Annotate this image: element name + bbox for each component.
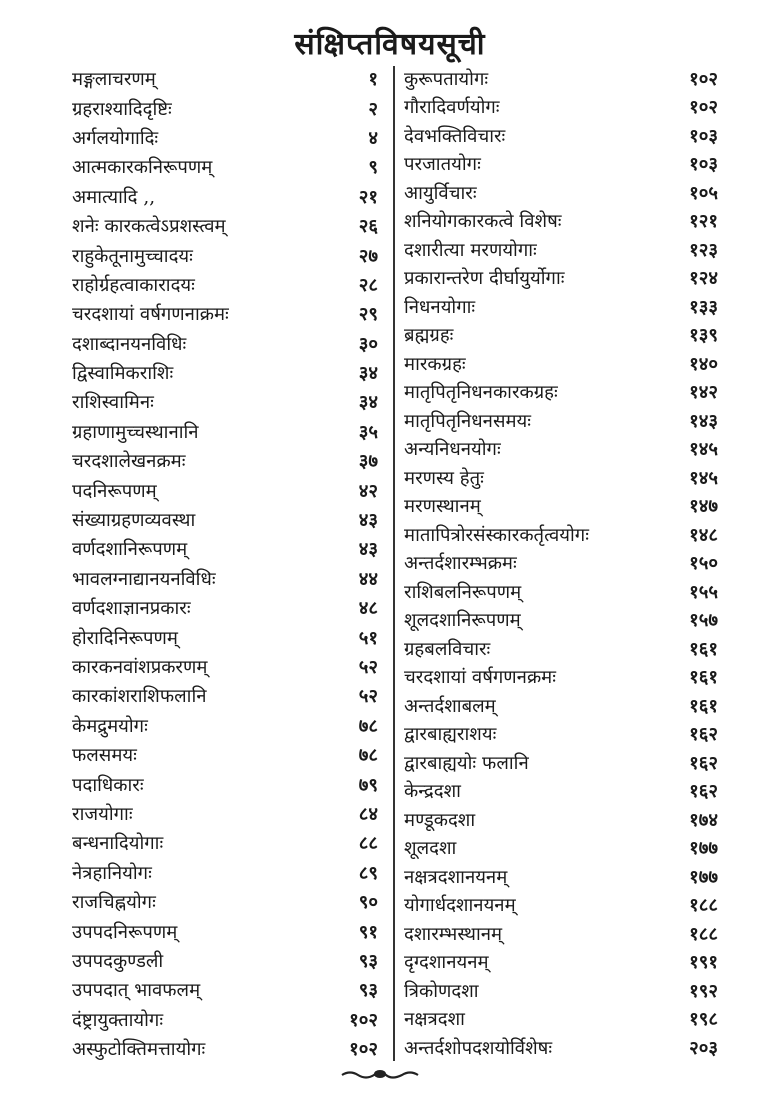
entry-topic: शनेः कारकत्वेऽप्रशस्त्वम् [72,216,226,238]
contents-entry [404,720,722,749]
entry-page-number: १५५ [689,581,718,603]
entry-page-number: ४२ [358,480,378,502]
entry-topic: दंष्ट्रायुक्तायोगः [72,1009,164,1031]
contents-entry [72,152,382,181]
entry-topic: मातृपितृनिधनसमयः [404,410,531,432]
entry-topic: राशिबलनिरूपणम् [404,581,522,603]
entry-page-number: ४ [368,127,378,149]
entry-topic: केन्द्रदशा [404,781,461,803]
entry-topic: मारकग्रहः [404,353,466,375]
entry-page-number: १४३ [689,410,718,432]
contents-entry [72,446,382,475]
entry-page-number: १८८ [689,923,718,945]
entry-topic: त्रिकोणदशा [404,980,479,1002]
entry-topic: वर्णदशाज्ञानप्रकारः [72,598,191,620]
contents-entry [72,475,382,504]
entry-topic: राजयोगाः [72,803,133,825]
entry-topic: अस्फुटोक्तिमत्तायोगः [72,1039,206,1061]
contents-entry [72,534,382,563]
contents-entry [404,976,722,1005]
entry-page-number: १५० [689,553,718,575]
contents-entry [404,463,722,492]
entry-topic: मण्डूकदशा [404,809,476,831]
contents-entry [404,207,722,236]
entry-page-number: ७८ [358,715,378,737]
entry-topic: योगार्धदशानयनम् [404,895,516,917]
entry-page-number: ७८ [358,745,378,767]
entry-topic: बन्धनादियोगाः [72,833,164,855]
entry-page-number: १०३ [689,125,718,147]
entry-topic: कुरूपतायोगः [404,68,489,90]
contents-entry [72,652,382,681]
contents-entry [72,93,382,122]
entry-topic: दशारम्भस्थानम् [404,923,503,945]
entry-page-number: १४० [689,353,718,375]
entry-page-number: ९३ [358,950,378,972]
entry-topic: उपपदात् भावफलम् [72,980,201,1002]
contents-entry [404,93,722,122]
entry-topic: पदाधिकारः [72,774,144,796]
entry-page-number: २०३ [689,1037,718,1059]
contents-entry [72,240,382,269]
entry-page-number: ८४ [358,803,378,825]
entry-topic: ग्रहाणामुच्चस्थानानि [72,421,199,443]
contents-entry [72,270,382,299]
contents-entry [404,235,722,264]
entry-page-number: ३४ [358,392,378,414]
contents-entry [72,887,382,916]
contents-entry [72,916,382,945]
entry-page-number: १४८ [689,524,718,546]
contents-entry [404,264,722,293]
contents-entry [404,919,722,948]
page-title: संक्षिप्तविषयसूची [294,27,486,62]
entry-page-number: १ [368,69,378,91]
entry-page-number: १३३ [689,296,718,318]
entry-page-number: १२४ [689,268,718,290]
contents-entry [404,1005,722,1034]
entry-page-number: १६२ [689,724,718,746]
entry-page-number: १९८ [689,1009,718,1031]
entry-topic: शूलदशा [404,838,457,860]
entry-page-number: ३७ [358,451,378,473]
entry-topic: मातृपितृनिधनकारकग्रहः [404,382,558,404]
entry-topic: कारकांशराशिफलानि [72,686,207,708]
entry-page-number: १६१ [689,695,718,717]
entry-topic: द्वारबाह्ययोः फलानि [404,752,529,774]
contents-entry [72,182,382,211]
entry-page-number: ४८ [358,598,378,620]
entry-topic: मरणस्य हेतुः [404,467,484,489]
entry-page-number: २७ [358,245,378,267]
entry-topic: ब्रह्मग्रहः [404,325,454,347]
entry-topic: पदनिरूपणम् [72,480,157,502]
entry-page-number: ७९ [358,774,378,796]
contents-entry [404,834,722,863]
entry-topic: दशारीत्या मरणयोगाः [404,239,537,261]
column-divider [393,66,395,1061]
entry-topic: नक्षत्रदशानयनम् [404,866,508,888]
contents-entry [72,417,382,446]
entry-page-number: ३५ [358,421,378,443]
contents-entry [72,711,382,740]
entry-topic: अन्तर्दशारम्भक्रमः [404,553,517,575]
entry-page-number: ४४ [358,568,378,590]
entry-topic: शनियोगकारकत्वे विशेषः [404,211,562,233]
contents-entry [72,358,382,387]
entry-page-number: ९१ [358,921,378,943]
contents-entry [72,946,382,975]
entry-page-number: १२३ [689,239,718,261]
entry-topic: ग्रहबलविचारः [404,638,491,660]
entry-page-number: १६२ [689,752,718,774]
entry-topic: चरदशालेखनक्रमः [72,451,186,473]
contents-entry [72,387,382,416]
contents-entry [72,211,382,240]
contents-entry [404,292,722,321]
contents-entry [404,606,722,635]
entry-page-number: २६ [358,216,378,238]
contents-entry [404,777,722,806]
entry-page-number: १०२ [689,97,718,119]
entry-page-number: २१ [358,186,378,208]
entry-topic: अन्तर्दशोपदशयोर्विशेषः [404,1037,553,1059]
entry-page-number: १०२ [689,68,718,90]
entry-page-number: १६१ [689,667,718,689]
entry-page-number: १०३ [689,154,718,176]
contents-entry [72,681,382,710]
entry-topic: उपपदकुण्डली [72,950,164,972]
entry-page-number: ३४ [358,363,378,385]
entry-topic: शूलदशानिरूपणम् [404,610,521,632]
entry-topic: राजचिह्नयोगः [72,892,156,914]
entry-topic: चरदशायां वर्षगणनाक्रमः [72,304,229,326]
contents-entry [404,121,722,150]
entry-page-number: ५२ [358,657,378,678]
entry-topic: अर्गलयोगादिः [72,127,159,149]
contents-entry [404,321,722,350]
contents-entry [404,577,722,606]
contents-entry [72,593,382,622]
contents-entry [404,349,722,378]
entry-topic: फलसमयः [72,745,137,767]
entry-page-number: २८ [358,274,378,296]
contents-entry [404,435,722,464]
contents-entry [404,150,722,179]
entry-topic: अमात्यादि ,, [72,186,156,208]
entry-page-number: ३० [358,333,378,355]
entry-topic: मातापित्रोरसंस्कारकर्तृत्वयोगः [404,524,589,546]
contents-column-left [72,64,382,1063]
entry-page-number: ४३ [358,510,378,532]
contents-entry [72,64,382,93]
ornament-flourish-icon [340,1068,420,1080]
entry-page-number: ८९ [358,862,378,884]
contents-entry [72,505,382,534]
entry-topic: चरदशायां वर्षगणनक्रमः [404,667,556,689]
entry-page-number: २९ [358,304,378,326]
entry-page-number: ५२ [358,686,378,708]
contents-entry [404,520,722,549]
contents-entry [404,634,722,663]
entry-topic: केमद्रुमयोगः [72,715,148,737]
entry-page-number: १०२ [349,1009,378,1031]
entry-page-number: २ [368,98,378,120]
entry-topic: नेत्रहानियोगः [72,862,152,884]
entry-page-number: १२१ [689,211,718,233]
entry-topic: आत्मकारकनिरूपणम् [72,157,213,179]
contents-entry [72,1005,382,1034]
entry-topic: कारकनवांशप्रकरणम् [72,657,208,678]
entry-page-number: १०२ [349,1039,378,1061]
entry-topic: अन्तर्दशाबलम् [404,695,496,717]
entry-page-number: १४२ [689,382,718,404]
entry-topic: ग्रहराश्यादिदृष्टिः [72,98,172,120]
contents-entry [404,64,722,93]
contents-entry [72,799,382,828]
entry-page-number: १४५ [689,439,718,461]
contents-entry [404,748,722,777]
contents-entry [72,299,382,328]
entry-topic: उपपदनिरूपणम् [72,921,178,943]
contents-column-right [404,64,722,1062]
entry-topic: वर्णदशानिरूपणम् [72,539,188,561]
contents-entry [404,1033,722,1062]
entry-page-number: १५७ [689,610,718,632]
contents-entry [72,564,382,593]
entry-page-number: १०५ [689,182,718,204]
entry-topic: आयुर्विचारः [404,182,477,204]
entry-page-number: १९१ [689,952,718,974]
contents-entry [72,1034,382,1063]
entry-topic: राशिस्वामिनः [72,392,154,414]
contents-entry [404,948,722,977]
entry-page-number: ८८ [358,833,378,855]
entry-page-number: ९० [358,892,378,914]
entry-page-number: १७४ [689,809,718,831]
entry-page-number: ९३ [358,980,378,1002]
contents-entry [72,622,382,651]
entry-topic: परजातयोगः [404,154,481,176]
entry-topic: अन्यनिधनयोगः [404,439,501,461]
contents-entry [404,178,722,207]
contents-entry [72,975,382,1004]
contents-entry [404,691,722,720]
contents-entry [72,858,382,887]
contents-entry [404,663,722,692]
contents-entry [72,769,382,798]
entry-page-number: १८८ [689,895,718,917]
entry-page-number: १४७ [689,496,718,518]
contents-entry [72,123,382,152]
entry-topic: प्रकारान्तरेण दीर्घायुर्योगाः [404,268,565,290]
contents-entry [72,329,382,358]
entry-page-number: १३९ [689,325,718,347]
entry-topic: होरादिनिरूपणम् [72,627,178,649]
entry-topic: मङ्गलाचरणम् [72,69,156,91]
entry-page-number: ५१ [358,627,378,649]
entry-topic: मरणस्थानम् [404,496,481,518]
contents-entry [72,740,382,769]
contents-entry [404,406,722,435]
entry-page-number: १७७ [689,838,718,860]
contents-entry [404,862,722,891]
contents-entry [404,549,722,578]
contents-entry [404,891,722,920]
entry-page-number: १४५ [689,467,718,489]
entry-topic: गौरादिवर्णयोगः [404,97,500,119]
entry-page-number: ४३ [358,539,378,561]
contents-entry [404,492,722,521]
entry-topic: दशाब्दानयनविधिः [72,333,187,355]
entry-topic: दृग्दशानयनम् [404,952,489,974]
entry-page-number: १६१ [689,638,718,660]
entry-page-number: १७७ [689,866,718,888]
entry-topic: देवभक्तिविचारः [404,125,506,147]
contents-entry [404,378,722,407]
contents-entry [404,805,722,834]
entry-topic: द्विस्वामिकराशिः [72,363,174,385]
entry-page-number: ९ [368,157,378,179]
entry-topic: निधनयोगाः [404,296,476,318]
contents-entry [72,828,382,857]
entry-topic: राहोर्ग्रहत्वाकारादयः [72,274,195,296]
entry-topic: नक्षत्रदशा [404,1009,465,1031]
entry-topic: संख्याग्रहणव्यवस्था [72,510,196,532]
entry-page-number: १९२ [689,980,718,1002]
entry-topic: भावलग्नाद्यानयनविधिः [72,568,216,590]
entry-page-number: १६२ [689,781,718,803]
entry-topic: राहुकेतूनामुच्चादयः [72,245,193,267]
entry-topic: द्वारबाह्यराशयः [404,724,497,746]
